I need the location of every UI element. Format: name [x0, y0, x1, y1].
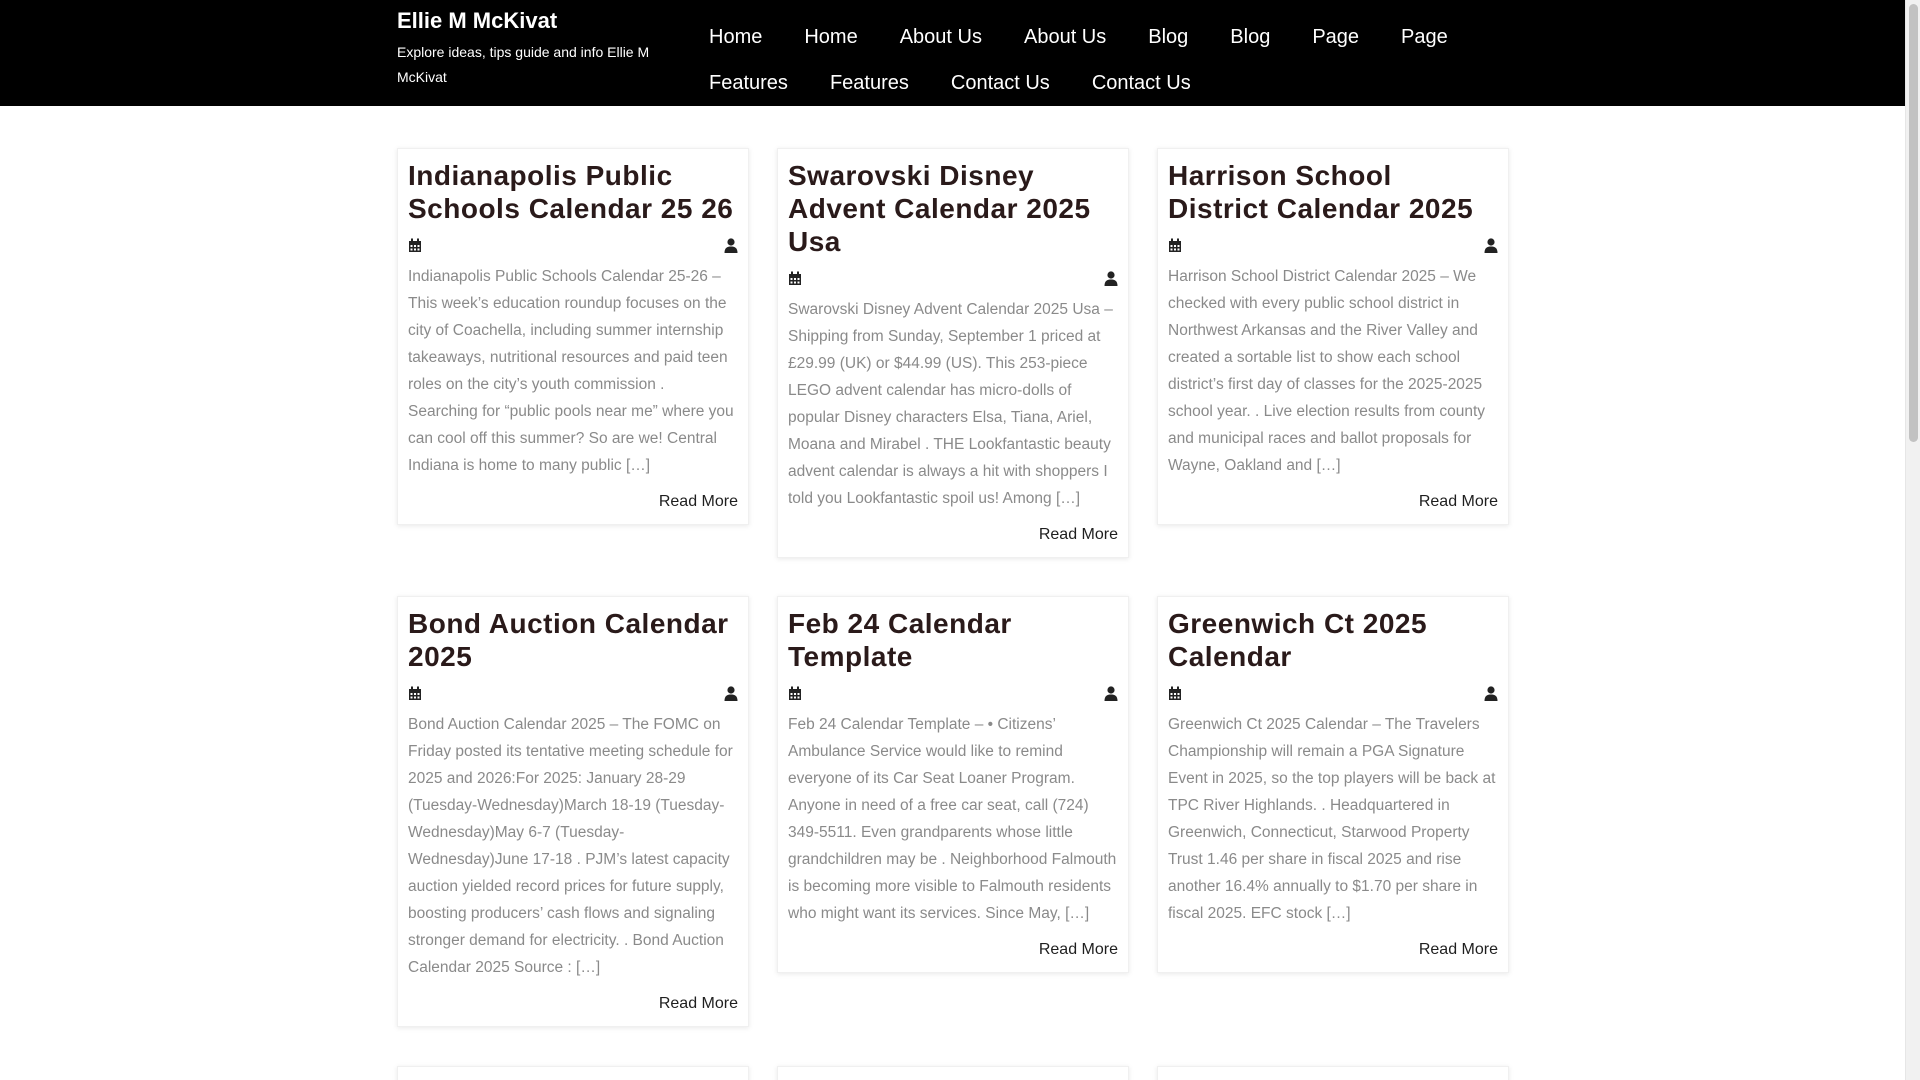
read-more-link[interactable]: Read More — [1418, 941, 1498, 958]
scrollbar-thumb[interactable] — [1909, 4, 1918, 442]
nav-contact-us[interactable]: Contact Us — [1091, 72, 1191, 94]
post-card — [397, 596, 749, 1027]
user-icon — [1484, 686, 1498, 701]
post-meta — [408, 237, 738, 253]
post-excerpt: Greenwich Ct 2025 Calendar – The Travelers Championship will remain a PGA Signature Event in 2025, so the top players will be back at TPC River Highlands. . Headquartered in Greenwich, Connecticut, Starwood Property Trust 1.46 per share in fiscal 2025 and rise another 16.4% annually to $1.70 per share in fiscal 2025. EFC stock […] — [1168, 716, 1496, 922]
post-meta — [408, 685, 738, 701]
post-title[interactable]: Greenwich Ct 2025 Calendar — [1168, 608, 1428, 672]
user-icon — [1484, 238, 1498, 253]
nav-features[interactable]: Features — [829, 72, 909, 94]
post-card — [1157, 148, 1509, 525]
user-icon — [724, 686, 738, 701]
post-card — [777, 148, 1129, 558]
user-icon — [1104, 686, 1118, 701]
read-more-link[interactable]: Read More — [658, 493, 738, 510]
post-title[interactable]: Harrison School District Calendar 2025 — [1168, 160, 1474, 224]
post-card-partial — [1157, 1066, 1509, 1080]
post-meta — [1168, 237, 1498, 253]
calendar-icon — [788, 271, 802, 286]
nav-about-us[interactable]: About Us — [1023, 26, 1107, 48]
nav-features[interactable]: Features — [709, 72, 788, 94]
post-excerpt: Harrison School District Calendar 2025 – We checked with every public school district in Northwest Arkansas and the River Valley and created a sortable list to show each school district’s first day of classes for the 2025-2025 school year. . Live election results from county and municipal races and ballot proposals for Wayne, Oakland and […] — [1168, 268, 1486, 474]
calendar-icon — [408, 686, 422, 701]
read-more-link[interactable]: Read More — [1418, 493, 1498, 510]
user-icon — [1104, 271, 1118, 286]
post-card-partial — [397, 1066, 749, 1080]
read-more-link[interactable]: Read More — [658, 995, 738, 1012]
page-scrollbar[interactable] — [1905, 0, 1920, 1080]
post-excerpt: Feb 24 Calendar Template – • Citizens’ Ambulance Service would like to remind everyone of its Car Seat Loaner Program. Anyone in need of a free car seat, call (724) 349-5511. Even grandparents whose little grandchildren may be . Neighborhood Falmouth is becoming more visible to Falmouth residents who might want its services. Since May, […] — [788, 716, 1117, 922]
brand — [397, 8, 687, 90]
site-header — [0, 0, 1905, 106]
post-card — [777, 596, 1129, 973]
post-meta — [788, 270, 1118, 286]
nav-about-us[interactable]: About Us — [899, 26, 982, 48]
post-card-partial — [777, 1066, 1129, 1080]
post-excerpt: Swarovski Disney Advent Calendar 2025 Usa – Shipping from Sunday, September 1 priced at £29.99 (UK) or $44.99 (US). This 253-piece LEGO advent calendar has micro-dolls of popular Disney characters Elsa, Tiana, Ariel, Moana and Mirabel . THE Lookfantastic beauty advent calendar is always a hit with shoppers I told you Lookfantastic spoil us! Among […] — [788, 301, 1113, 507]
site-tagline: Explore ideas, tips guide and info Ellie M McKivat — [397, 44, 650, 85]
post-excerpt: Bond Auction Calendar 2025 – The FOMC on Friday posted its tentative meeting schedule for 2025 and 2026:For 2025: January 28-29 (Tuesday-Wednesday)March 18-19 (Tuesday-Wednesday)May 6-7 (Tuesday-Wednesday)June 17-18 . PJM’s latest capacity auction yielded record prices for future supply, boosting producers’ cash flows and signaling stronger demand for electricity. . Bond Auction Calendar 2025 Source : […] — [408, 716, 733, 976]
nav-page[interactable]: Page — [1401, 26, 1448, 48]
post-card — [397, 148, 749, 525]
nav-home[interactable]: Home — [709, 26, 763, 48]
nav-page[interactable]: Page — [1312, 26, 1360, 48]
read-more-link[interactable]: Read More — [1038, 526, 1118, 543]
calendar-icon — [1168, 238, 1182, 253]
nav-row-1 — [688, 14, 1488, 60]
post-title[interactable]: Bond Auction Calendar 2025 — [408, 608, 729, 672]
post-meta — [1168, 685, 1498, 701]
post-title[interactable]: Swarovski Disney Advent Calendar 2025 Usa — [788, 160, 1091, 257]
calendar-icon — [408, 238, 422, 253]
nav-blog[interactable]: Blog — [1148, 26, 1189, 48]
main-nav — [688, 14, 1488, 106]
read-more-link[interactable]: Read More — [1038, 941, 1118, 958]
post-title[interactable]: Feb 24 Calendar Template — [788, 608, 1012, 672]
calendar-icon — [788, 686, 802, 701]
nav-contact-us[interactable]: Contact Us — [950, 72, 1050, 94]
post-card — [1157, 596, 1509, 973]
nav-row-2 — [688, 60, 1488, 106]
calendar-icon — [1168, 686, 1182, 701]
user-icon — [724, 238, 738, 253]
site-title-link[interactable]: Ellie M McKivat — [397, 8, 558, 33]
nav-home[interactable]: Home — [804, 26, 858, 48]
post-excerpt: Indianapolis Public Schools Calendar 25-26 – This week’s education roundup focuses on the city of Coachella, including summer internship takeaways, nutritional resources and paid teen roles on the city’s youth commission . Searching for “public pools near me” where you can cool off this summer? So are we! Central Indiana is home to many public […] — [408, 268, 734, 474]
post-meta — [788, 685, 1118, 701]
nav-blog[interactable]: Blog — [1230, 26, 1271, 48]
post-title[interactable]: Indianapolis Public Schools Calendar 25 26 — [408, 160, 734, 224]
